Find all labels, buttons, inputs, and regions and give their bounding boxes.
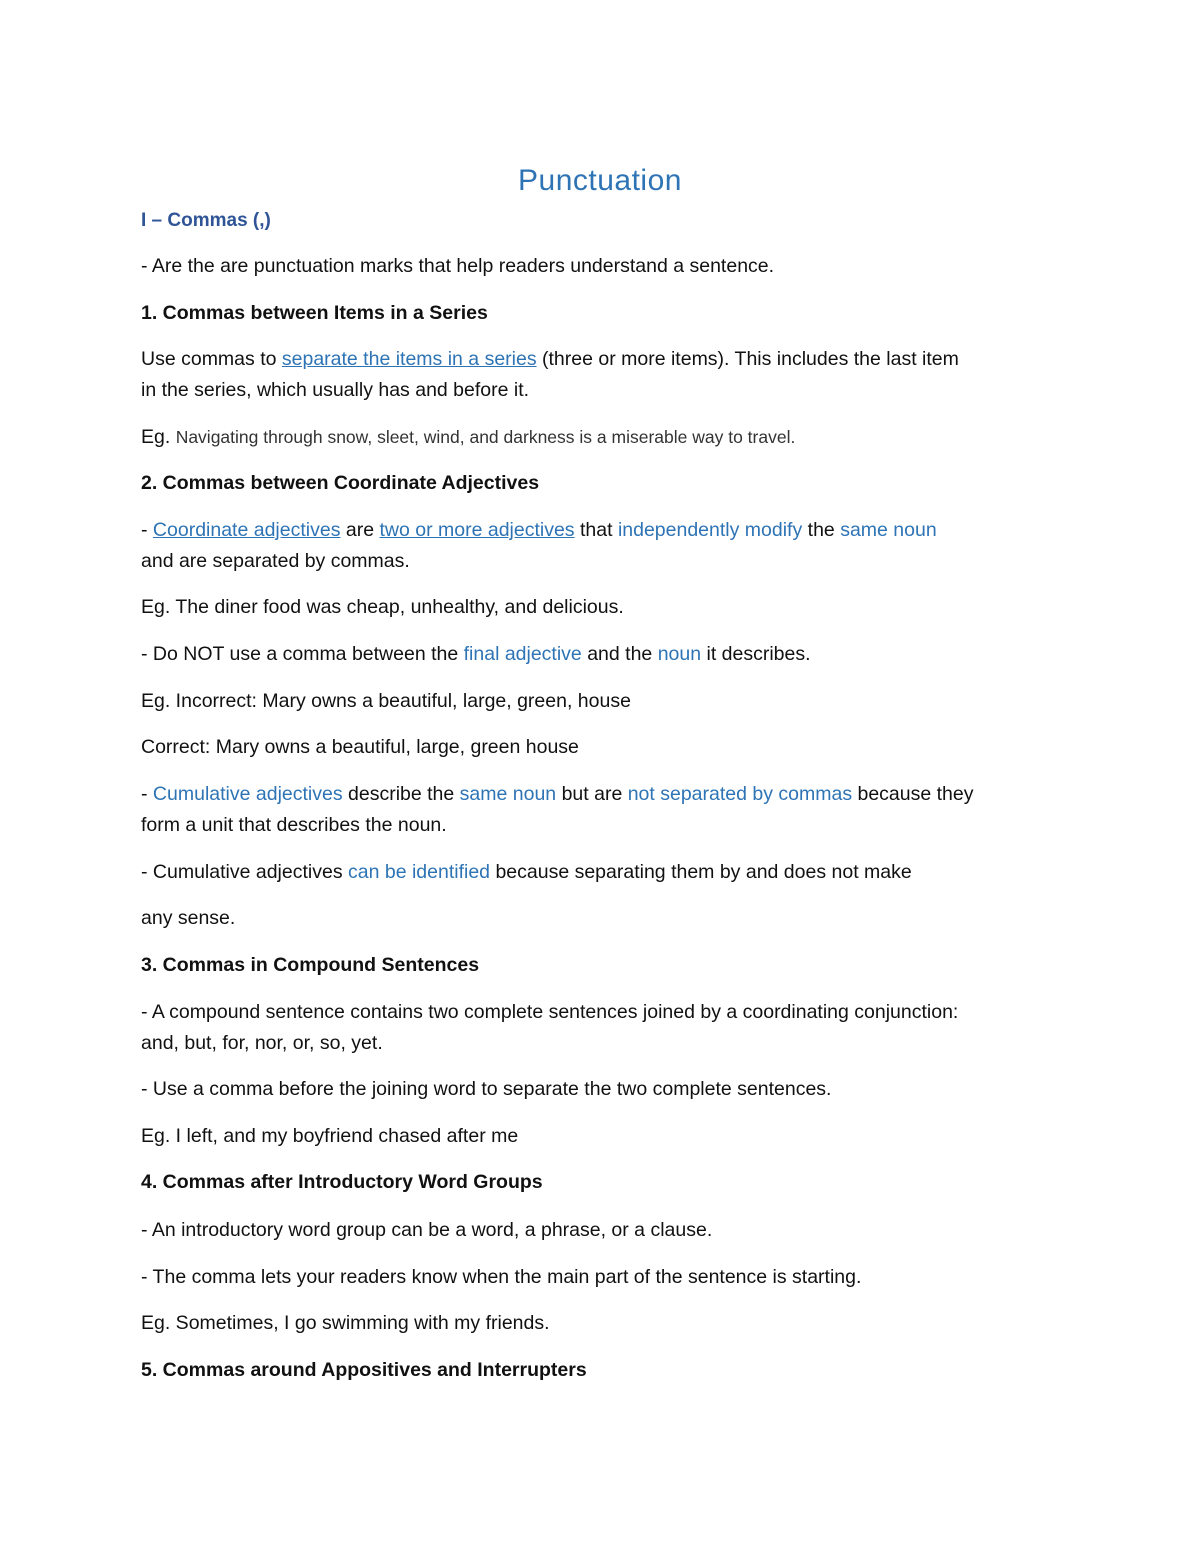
highlight-same-noun: same noun xyxy=(840,519,937,541)
correct-example: Correct: Mary owns a beautiful, large, green house xyxy=(141,736,579,758)
text-span: the xyxy=(802,519,841,541)
text-span: - xyxy=(141,519,153,541)
text-span: it describes. xyxy=(701,643,811,665)
do-not-use-comma xyxy=(141,639,1071,670)
series-paragraph-line2: in the series, which usually has and before it. xyxy=(141,379,530,401)
highlight-independently-modify: independently modify xyxy=(617,519,803,541)
compound-paragraph-line1: - A compound sentence contains two complete sentences joined by a coordinating conjunction: xyxy=(141,1001,959,1023)
compound-paragraph-line2: and, but, for, nor, or, so, yet. xyxy=(141,1032,383,1054)
cumulative-paragraph-line1 xyxy=(141,779,1071,810)
highlight-cumulative-adjectives: Cumulative adjectives xyxy=(152,783,343,805)
link-two-or-more-adjectives[interactable]: two or more adjectives xyxy=(379,519,575,541)
introductory-rule: - The comma lets your readers know when the main part of the sentence is starting. xyxy=(141,1266,862,1288)
text-span: Use commas to xyxy=(141,348,282,370)
text-span: - xyxy=(141,783,153,805)
intro-paragraph: - Are the are punctuation marks that help readers understand a sentence. xyxy=(141,255,775,277)
heading-coordinate-adjectives: 2. Commas between Coordinate Adjectives xyxy=(141,472,540,494)
text-span: - Do NOT use a comma between the xyxy=(141,643,464,665)
eg-label: Eg. xyxy=(141,426,176,448)
text-span: describe the xyxy=(342,783,460,805)
heading-items-in-series: 1. Commas between Items in a Series xyxy=(141,302,488,324)
series-example xyxy=(141,422,1071,453)
eg-text: Navigating through snow, sleet, wind, and darkness is a miserable way to travel. xyxy=(175,427,796,447)
coordinate-paragraph-line1 xyxy=(141,515,1071,546)
introductory-example: Eg. Sometimes, I go swimming with my friends. xyxy=(141,1312,550,1334)
highlight-not-separated: not separated by commas xyxy=(627,783,853,805)
text-span: - Cumulative adjectives xyxy=(141,861,348,883)
heading-compound-sentences: 3. Commas in Compound Sentences xyxy=(141,954,480,976)
heading-appositives-interrupters: 5. Commas around Appositives and Interrupters xyxy=(141,1359,587,1381)
cumulative-identified-line1 xyxy=(141,857,1071,888)
text-span: because they xyxy=(852,783,974,805)
incorrect-example: Eg. Incorrect: Mary owns a beautiful, large, green, house xyxy=(141,690,631,712)
coordinate-example: Eg. The diner food was cheap, unhealthy, and delicious. xyxy=(141,596,624,618)
section-heading-commas: I – Commas (,) xyxy=(141,210,271,231)
link-separate-items[interactable]: separate the items in a series xyxy=(281,348,537,370)
highlight-noun: noun xyxy=(657,643,702,665)
highlight-final-adjective: final adjective xyxy=(463,643,582,665)
introductory-definition: - An introductory word group can be a word, a phrase, or a clause. xyxy=(141,1219,713,1241)
text-span: and the xyxy=(581,643,658,665)
text-span: are xyxy=(340,519,380,541)
text-span: but are xyxy=(556,783,628,805)
cumulative-paragraph-line2: form a unit that describes the noun. xyxy=(141,814,447,836)
highlight-same-noun: same noun xyxy=(459,783,557,805)
text-span: because separating them by and does not make xyxy=(490,861,912,883)
series-paragraph-line1 xyxy=(141,344,1071,375)
text-span: that xyxy=(574,519,618,541)
highlight-can-be-identified: can be identified xyxy=(348,861,491,883)
coordinate-paragraph-line2: and are separated by commas. xyxy=(141,550,410,572)
cumulative-identified-line2: any sense. xyxy=(141,907,236,929)
page-title: Punctuation xyxy=(518,164,682,197)
compound-rule: - Use a comma before the joining word to separate the two complete sentences. xyxy=(141,1078,832,1100)
compound-example: Eg. I left, and my boyfriend chased after me xyxy=(141,1125,519,1147)
text-span: (three or more items). This includes the last item xyxy=(536,348,959,370)
heading-introductory-word-groups: 4. Commas after Introductory Word Groups xyxy=(141,1171,543,1193)
link-coordinate-adjectives[interactable]: Coordinate adjectives xyxy=(152,519,341,541)
